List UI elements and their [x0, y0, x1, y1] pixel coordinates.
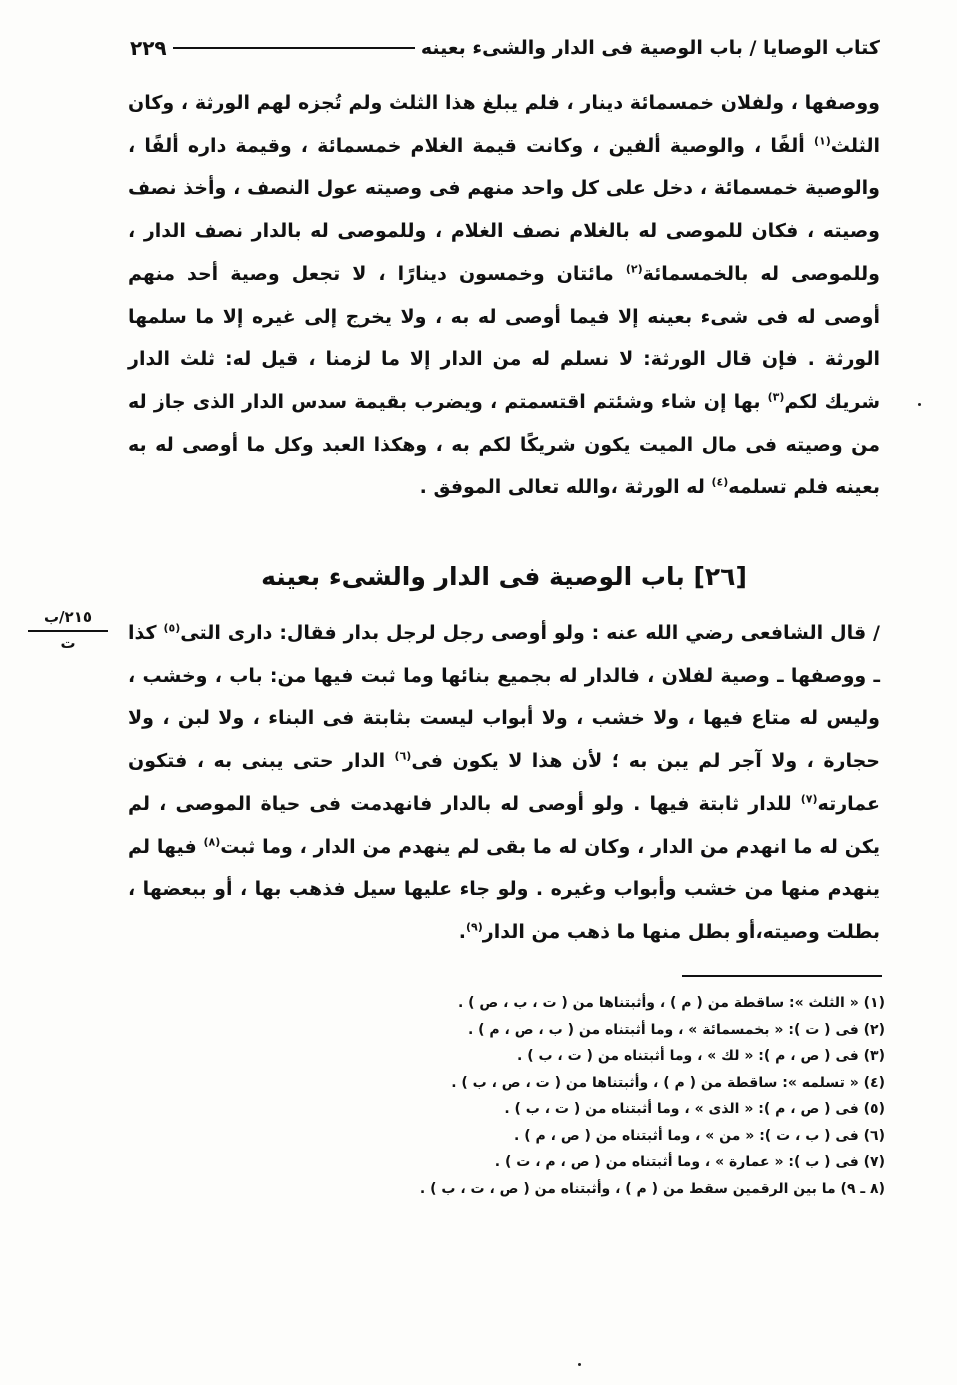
- page-number: ٢٢٩: [130, 36, 167, 60]
- text-run: ألفًا ، والوصية ألفين ، وكانت قيمة الغلام خمسمائة ، وقيمة داره ألفًا ، والوصية خمسمائة ، دخل على كل واحد منهم فى وصيته عول النصف ، وأخذ نصف وصيته ، فكان للموصى له بالغلام نصف الغلام ، وللموصى له بالدار نصف الدار ، وللموصى له بالخمسمائة: [128, 134, 880, 285]
- text-run: / قال الشافعى رضي الله عنه : ولو أوصى رجل لرجل بدار فقال: دارى التى: [180, 622, 880, 644]
- text-run: الدار حتى يبنى به ، فتكون عمارته: [128, 750, 880, 815]
- text-run: فيها لم ينهدم منها من خشب وأبواب وغيره . ولو جاء عليها سيل فذهب بها ، أو ببعضها ، بطلت وصيته،أو بطل منها ما ذهب من الدار: [128, 835, 880, 943]
- text-run: له الورثة ،والله تعالى الموفق .: [419, 476, 712, 499]
- scan-speck: [918, 403, 921, 406]
- footnote-ref: (٦): [394, 749, 412, 763]
- footnotes: [300, 990, 885, 1202]
- text-run: بها إن شاء وشئتم اقتسمتم ، ويضرب بقيمة سدس الدار الذى جاز له من وصيته فى مال الميت يكون شريكًا لكم به ، وهكذا العبد وكل ما أوصى له به بعينه فلم تسلمه: [128, 390, 880, 499]
- running-header-title: كتاب الوصايا / باب الوصية فى الدار والشىء بعينه: [420, 37, 880, 59]
- footnote: (٢) فى ( ت ): « بخمسمائة » ، وما أثبتناه من ( ب ، ص ، م ) .: [467, 1021, 885, 1038]
- footnote: (١) « الثلث »: ساقطة من ( م ) ، وأثبتناها من ( ت ، ب ، ص ) .: [457, 995, 885, 1011]
- text-run: ووصفها ، ولفلان خمسمائة دينار ، فلم يبلغ هذا الثلث ولم تُجزه لهم الورثة ، وكان الثلث: [128, 92, 880, 157]
- footnote-ref: (٧): [800, 792, 818, 806]
- footnote-ref: (٣): [767, 390, 785, 404]
- scan-speck: [578, 1363, 581, 1366]
- footnote-ref: (١): [813, 134, 831, 148]
- running-header: [130, 30, 880, 66]
- footnote-ref: (٢): [625, 262, 643, 276]
- footnote-ref: (٩): [465, 920, 483, 934]
- footnote: (٧) فى ( ب ): « عمارة » ، وما أثبتناه من ( ص ، م ، ت ) .: [494, 1154, 885, 1170]
- paragraph-section-body: [128, 612, 880, 954]
- text-run: كذا ـ ووصفها ـ وصية لفلان ، فالدار له بجميع بنائها وما ثبت فيها من: باب ، وخشب ، وليس له متاع فيها ، ولا خشب ، ولا أبواب ليست بثابتة فى البناء ، ولا لبن ، ولا حجارة ، ولا آجر لم يبن به ؛ لأن هذا لا يكون فى: [128, 622, 880, 773]
- footnote: (٨ ـ ٩) ما بين الرقمين سقط من ( م ) ، وأثبتناه من ( ص ، ت ، ب ) .: [419, 1180, 885, 1197]
- footnote: (٤) « تسلمه »: ساقطة من ( م ) ، وأثبتناها من ( ت ، ص ، ب ) .: [451, 1074, 885, 1091]
- manuscript-folio-note: [28, 608, 108, 652]
- footnote-ref: (٥): [163, 621, 181, 635]
- footnote-separator: [682, 975, 882, 977]
- text-run: للدار ثابتة فيها . ولو أوصى له بالدار فانهدمت فى حياة الموصى ، لم يكن له ما انهدم من الدار ، وكان له ما بقى لم ينهدم من الدار ، وما ثبت: [128, 792, 880, 858]
- section-heading: [٢٦] باب الوصية فى الدار والشىء بعينه: [261, 562, 747, 591]
- folio-manuscript: ت: [60, 634, 76, 652]
- footnote-ref: (٨): [203, 835, 221, 849]
- text-run: مائتان وخمسون دينارًا ، لا تجعل وصية أحد منهم أوصى له فى شىء بعينه إلا فيما أوصى له به ، ولا يخرج إلى غيره إلا ما سلمها الورثة . فإن قال الورثة: لا نسلم له من الدار إلا ما لزمنا ، قيل له: ثلث الدار شريك لكم: [128, 262, 881, 413]
- header-rule: [173, 47, 415, 49]
- text-run: .: [458, 920, 466, 943]
- paragraph-continuation: [128, 82, 880, 509]
- folio-number: ٢١٥/ب: [28, 608, 108, 632]
- footnote-ref: (٤): [711, 476, 729, 489]
- footnote: (٥) فى ( ص ، م ): « الذى » ، وما أثبتناه من ( ت ، ب ) .: [504, 1101, 885, 1117]
- footnote: (٦) فى ( ب ، ت ): « من » ، وما أثبتناه من ( ص ، م ) .: [514, 1127, 885, 1144]
- footnote: (٣) فى ( ص ، م ): « لك » ، وما أثبتناه من ( ت ، ب ) .: [517, 1048, 885, 1064]
